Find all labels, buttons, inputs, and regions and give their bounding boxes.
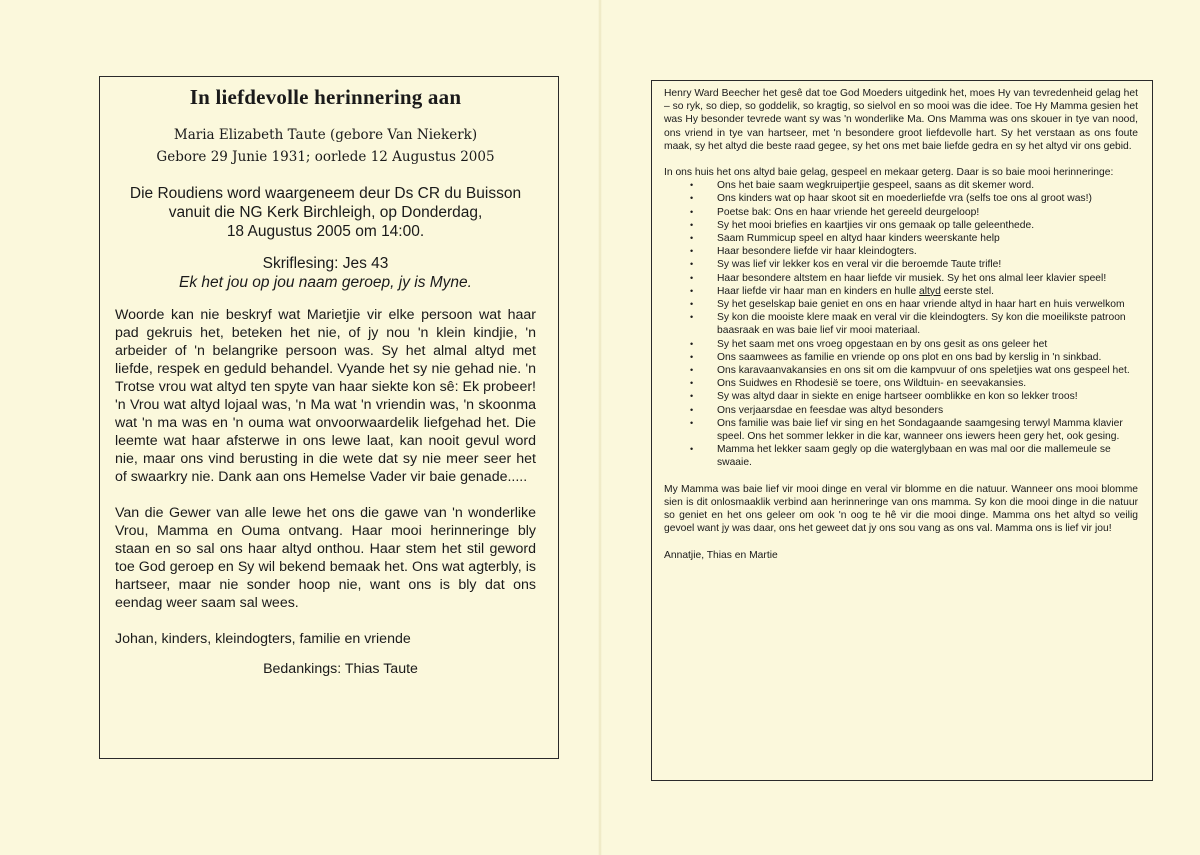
life-dates: Gebore 29 Junie 1931; oorlede 12 Augustus 2005	[156, 149, 495, 165]
bullet-icon: •	[690, 391, 694, 402]
list-item: • Sy het geselskap baie geniet en ons en haar vriende altyd in haar hart en huis verwelkom	[690, 299, 1125, 311]
reading-verse: Ek het jou op jou naam geroep, jy is Myne.	[179, 274, 472, 291]
memories-list	[664, 179, 1138, 469]
list-item: • Sy was altyd daar in siekte en enige hartseer oomblikke en kon so lekker troos!	[690, 391, 1078, 403]
bullet-icon: •	[690, 338, 694, 349]
deceased-name: Maria Elizabeth Taute (gebore Van Niekerk)	[173, 127, 478, 143]
bullet-icon: •	[690, 259, 694, 270]
bullet-icon: •	[690, 193, 694, 204]
list-item: • Mamma het lekker saam gegly op die waterglybaan en was mal oor die mallemeule se swaaie.	[690, 444, 1111, 469]
bullet-icon: •	[690, 299, 694, 310]
list-item: • Ons saamwees as familie en vriende op ons plot en ons bad by kerslig in 'n sinkbad.	[690, 351, 1102, 363]
scripture-reading	[115, 254, 536, 292]
bullet-icon: •	[690, 312, 694, 323]
thanks-line: Bedankings: Thias Taute	[263, 661, 418, 677]
list-item: • Ons kinders wat op haar skoot sit en moederliefde vra (selfs toe ons al groot was!)	[690, 193, 1092, 205]
service-line: Die Roudiens word waargeneem deur Ds CR du Buisson	[129, 185, 522, 202]
underlined-word: altyd	[919, 285, 941, 297]
bullet-icon: •	[690, 378, 694, 389]
bullet-icon: •	[690, 206, 694, 217]
list-item: • Sy was lief vir lekker kos en veral vir die beroemde Taute trifle!	[690, 259, 1002, 271]
bullet-icon: •	[690, 233, 694, 244]
list-item: • Ons verjaarsdae en feesdae was altyd besonders	[690, 404, 944, 416]
bullet-icon: •	[690, 246, 694, 257]
bullet-icon: •	[690, 285, 694, 296]
bullet-icon: •	[690, 351, 694, 362]
list-item: • Ons Suidwes en Rhodesië se toere, ons Wildtuin- en seevakansies.	[690, 378, 1027, 390]
page-fold	[598, 0, 602, 855]
bullet-icon: •	[690, 444, 694, 455]
service-line: 18 Augustus 2005 om 14:00.	[226, 223, 425, 240]
list-item: • Sy het saam met ons vroeg opgestaan en by ons gesit as ons geleer het	[690, 338, 1048, 350]
list-item: • Haar liefde vir haar man en kinders en hulle altyd eerste stel.	[690, 285, 995, 297]
service-line: vanuit die NG Kerk Birchleigh, op Donderdag,	[168, 204, 483, 221]
list-item: • Sy kon die mooiste klere maak en veral vir die kleindogters. Sy kon die moeilikste patroon baasraak en was baie lief vir mooi materiaal.	[690, 312, 1126, 337]
tribute-paragraph: Van die Gewer van alle lewe het ons die gawe van 'n wonderlike Vrou, Mamma en Ouma ontvang. Haar mooi herinneringe bly staan en so sal ons haar altyd onthou. Haar stem het stil geword toe God geroep en Sy wil bekend bemaak het. Ons wat agterbly, is hartseer, maar nie sonder hoop nie, want ons is bly dat ons eendag weer saam sal wees.	[115, 505, 536, 611]
bullet-icon: •	[690, 404, 694, 415]
children-signature: Annatjie, Thias en Martie	[664, 549, 778, 561]
bullet-icon: •	[690, 272, 694, 283]
bullet-icon: •	[690, 219, 694, 230]
list-item: • Ons het baie saam wegkruipertjie gespeel, saans as dit skemer word.	[690, 180, 1035, 192]
memorial-title: In liefdevolle herinnering aan	[189, 85, 462, 109]
service-details	[115, 184, 536, 241]
list-item: • Ons karavaanvakansies en ons sit om die kampvuur of ons speletjies wat ons gespeel het.	[690, 365, 1130, 377]
bullet-icon: •	[690, 365, 694, 376]
bullet-icon: •	[690, 417, 694, 428]
tribute-paragraph: Woorde kan nie beskryf wat Marietjie vir elke persoon wat haar pad gekruis het, beteken het nie, of jy nou 'n klein kindjie, 'n arbeider of 'n belangrike persoon was. Sy het almal altyd met liefde, respek en geduld behandel. Vyande het sy nie gehad nie. 'n Trotse vrou wat altyd ten spyte van haar siekte kon sê: Ek probeer! 'n Vrou wat altyd lojaal was, 'n Ma wat 'n vriendin was, 'n skoonma wat 'n ma was en 'n ouma wat onvoorwaardelik liefgehad het. Die leemte wat haar afsterwe in ons lewe laat, kan nooit gevul word nie, maar ons vind berusting in die wete dat sy nie meer seer het of swaarkry nie. Dank aan ons Hemelse Vader vir baie genade.....	[115, 307, 536, 485]
beecher-paragraph: Henry Ward Beecher het gesê dat toe God Moeders uitgedink het, moes Hy van tevredenheid gelag het – so ryk, so diep, so goddelik, so kragtig, so sielvol en so mooi was die idee. Toe Hy Mamma gesien het was Hy besonder tevrede want sy was 'n wonderlike Ma. Ons Mamma was ons skouer in tye van nood, ons vriend in tye van hartseer, met 'n besondere groot liefdevolle hart. Sy het verstaan as ons foute maak, sy het altyd die beste raad gegee, sy het ons met baie liefde gedra en sy het altyd vir ons gebid.	[664, 88, 1138, 152]
reading-label: Skriflesing: Jes 43	[262, 255, 389, 272]
list-item: • Haar besondere altstem en haar liefde vir musiek. Sy het ons almal leer klavier speel!	[690, 272, 1107, 284]
list-item: • Sy het mooi briefies en kaartjies vir ons gemaak op talle geleenthede.	[690, 219, 1035, 231]
list-item: • Haar besondere liefde vir haar kleindogters.	[690, 246, 917, 258]
list-item: • Poetse bak: Ons en haar vriende het gereeld deurgeloop!	[690, 206, 980, 218]
right-memories-panel	[651, 80, 1153, 781]
list-item: • Saam Rummicup speel en altyd haar kinders weerskante help	[690, 233, 1000, 245]
list-item: • Ons familie was baie lief vir sing en het Sondagaande saamgesing terwyl Mamma klavier speel. Ons het sommer lekker in die kar, wanneer ons iewers heen gery het, ook gesing.	[690, 417, 1123, 443]
family-signature: Johan, kinders, kleindogters, familie en vriende	[115, 631, 411, 647]
memories-intro: In ons huis het ons altyd baie gelag, gespeel en mekaar geterg. Daar is so baie mooi herinneringe:	[664, 167, 1114, 179]
closing-paragraph: My Mamma was baie lief vir mooi dinge en veral vir blomme en die natuur. Wanneer ons mooi blomme sien is dit onlosmaaklik verbind aan herinneringe van ons mamma. Sy kon die mooi dinge in die natuur so geniet en het ons geleer om ook 'n oog te hê vir die mooi dinge. Mamma ons het altyd so veilig gevoel want jy was daar, ons het geweet dat jy ons sou vang as ons val. Mamma ons is lief vir jou!	[664, 483, 1138, 535]
bullet-icon: •	[690, 180, 694, 191]
left-memorial-panel	[99, 76, 559, 759]
